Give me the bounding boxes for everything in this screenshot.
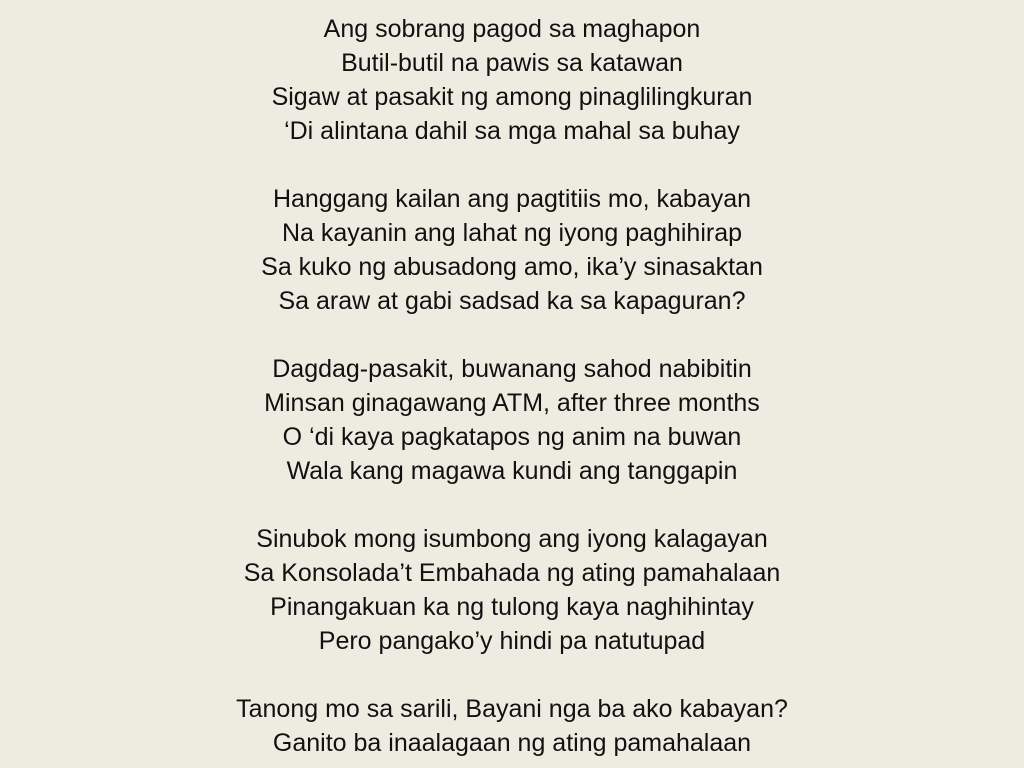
poem-line: Sa araw at gabi sadsad ka sa kapaguran? (278, 287, 746, 315)
stanza-2 (0, 182, 1024, 318)
poem-line: Pinangakuan ka ng tulong kaya naghihintay (270, 593, 754, 621)
poem-line: Sigaw at pasakit ng among pinaglilingkuran (271, 83, 753, 111)
poem-line: Minsan ginagawang ATM, after three months (264, 389, 760, 417)
poem-line: Ganito ba inaalagaan ng ating pamahalaan (272, 729, 752, 757)
poem-line: O ‘di kaya pagkatapos ng anim na buwan (282, 423, 742, 451)
poem-line: Sa Konsolada’t Embahada ng ating pamahalaan (243, 559, 781, 587)
poem-line: Butil-butil na pawis sa katawan (341, 49, 683, 77)
poem-text (0, 12, 1024, 768)
stanza-5 (0, 692, 1024, 768)
poem-line: Ang sobrang pagod sa maghapon (323, 15, 701, 43)
poem-line: Pero pangako’y hindi pa natutupad (318, 627, 706, 655)
poem-line: Dagdag-pasakit, buwanang sahod nabibitin (272, 355, 752, 383)
poem-line: Tanong mo sa sarili, Bayani nga ba ako kabayan? (236, 695, 788, 723)
poem-line: Wala kang magawa kundi ang tanggapin (286, 457, 738, 485)
poem-line: Na kayanin ang lahat ng iyong paghihirap (281, 219, 743, 247)
poem-line: ‘Di alintana dahil sa mga mahal sa buhay (284, 117, 740, 145)
cropped-line-fragment (0, 760, 1024, 768)
poem-line: Hanggang kailan ang pagtitiis mo, kabayan (272, 185, 752, 213)
stanza-3 (0, 352, 1024, 488)
poem-line: Sinubok mong isumbong ang iyong kalagayan (256, 525, 768, 553)
stanza-4 (0, 522, 1024, 658)
stanza-1 (0, 12, 1024, 148)
poem-line: Sa kuko ng abusadong amo, ika’y sinasaktan (261, 253, 763, 281)
